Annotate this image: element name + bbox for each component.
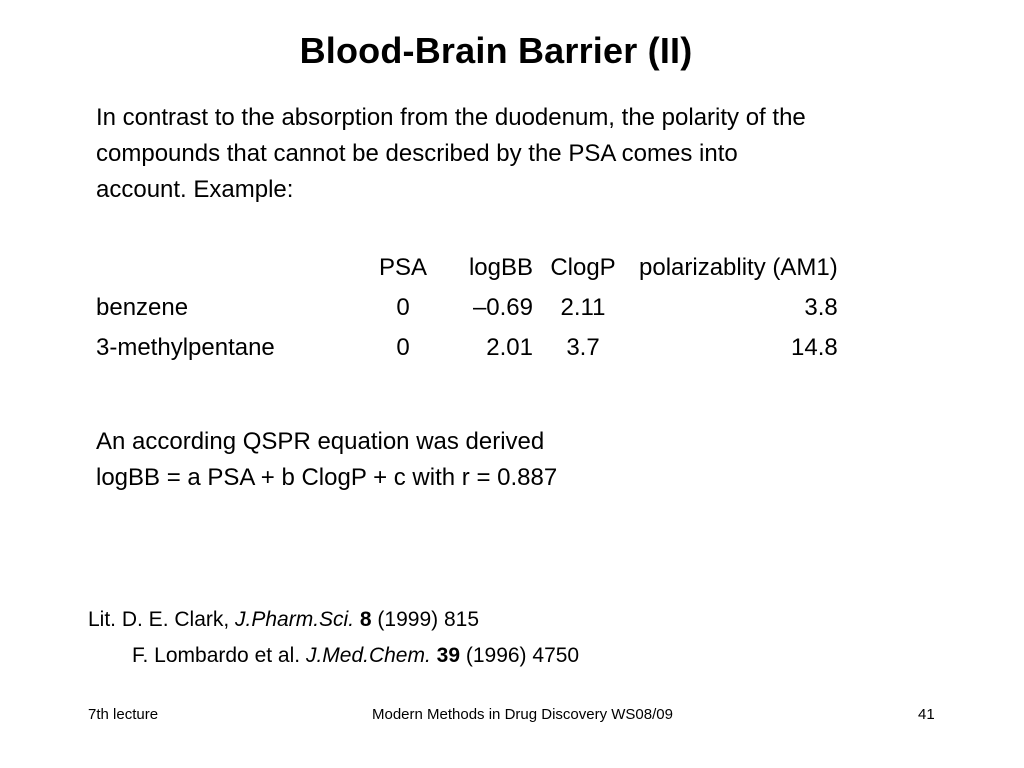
clogp-value: 2.11 <box>560 294 606 321</box>
polarizability-value: 3.8 <box>804 294 838 321</box>
compound-name: 3-methylpentane <box>96 334 275 361</box>
intro-line-3: account. Example: <box>96 176 294 203</box>
reference-journal: J.Pharm.Sci. <box>235 608 355 631</box>
intro-line-1: In contrast to the absorption from the duodenum, the polarity of the <box>96 104 806 131</box>
header-logbb: logBB <box>468 254 533 281</box>
references <box>88 602 579 674</box>
logbb-value: 2.01 <box>486 334 533 361</box>
reference-prefix: Lit. D. E. Clark, <box>88 608 236 631</box>
reference-volume: 8 <box>359 608 372 631</box>
intro-paragraph <box>96 100 956 208</box>
clogp-value: 3.7 <box>566 334 600 361</box>
property-table <box>96 248 838 368</box>
header-clogp: ClogP <box>550 254 616 281</box>
qspr-equation: logBB = a PSA + b ClogP + c with r = 0.887 <box>96 464 558 491</box>
footer-course: Modern Methods in Drug Discovery WS08/09 <box>372 706 673 723</box>
qspr-section <box>96 424 557 496</box>
psa-value: 0 <box>396 334 410 361</box>
table-row <box>96 288 838 328</box>
psa-value: 0 <box>396 294 410 321</box>
slide-title: Blood-Brain Barrier (II) <box>299 30 693 71</box>
logbb-value: –0.69 <box>472 294 533 321</box>
reference-1 <box>88 602 579 638</box>
qspr-statement: An according QSPR equation was derived <box>96 428 545 455</box>
footer-page-number: 41 <box>918 706 935 723</box>
reference-journal: J.Med.Chem. <box>305 644 431 667</box>
reference-volume: 39 <box>436 644 461 667</box>
header-psa: PSA <box>378 254 428 281</box>
reference-prefix: F. Lombardo et al. <box>132 644 306 667</box>
header-empty-cell <box>96 248 373 288</box>
compound-name: benzene <box>96 294 189 321</box>
footer-lecture: 7th lecture <box>88 706 159 723</box>
polarizability-value: 14.8 <box>791 334 838 361</box>
header-polarizability: polarizablity (AM1) <box>639 254 838 281</box>
table-row <box>96 328 838 368</box>
reference-details: (1996) 4750 <box>460 644 580 667</box>
table-header-row <box>96 248 838 288</box>
intro-line-2: compounds that cannot be described by the PSA comes into <box>96 140 738 167</box>
reference-2 <box>88 638 579 674</box>
reference-details: (1999) 815 <box>371 608 480 631</box>
